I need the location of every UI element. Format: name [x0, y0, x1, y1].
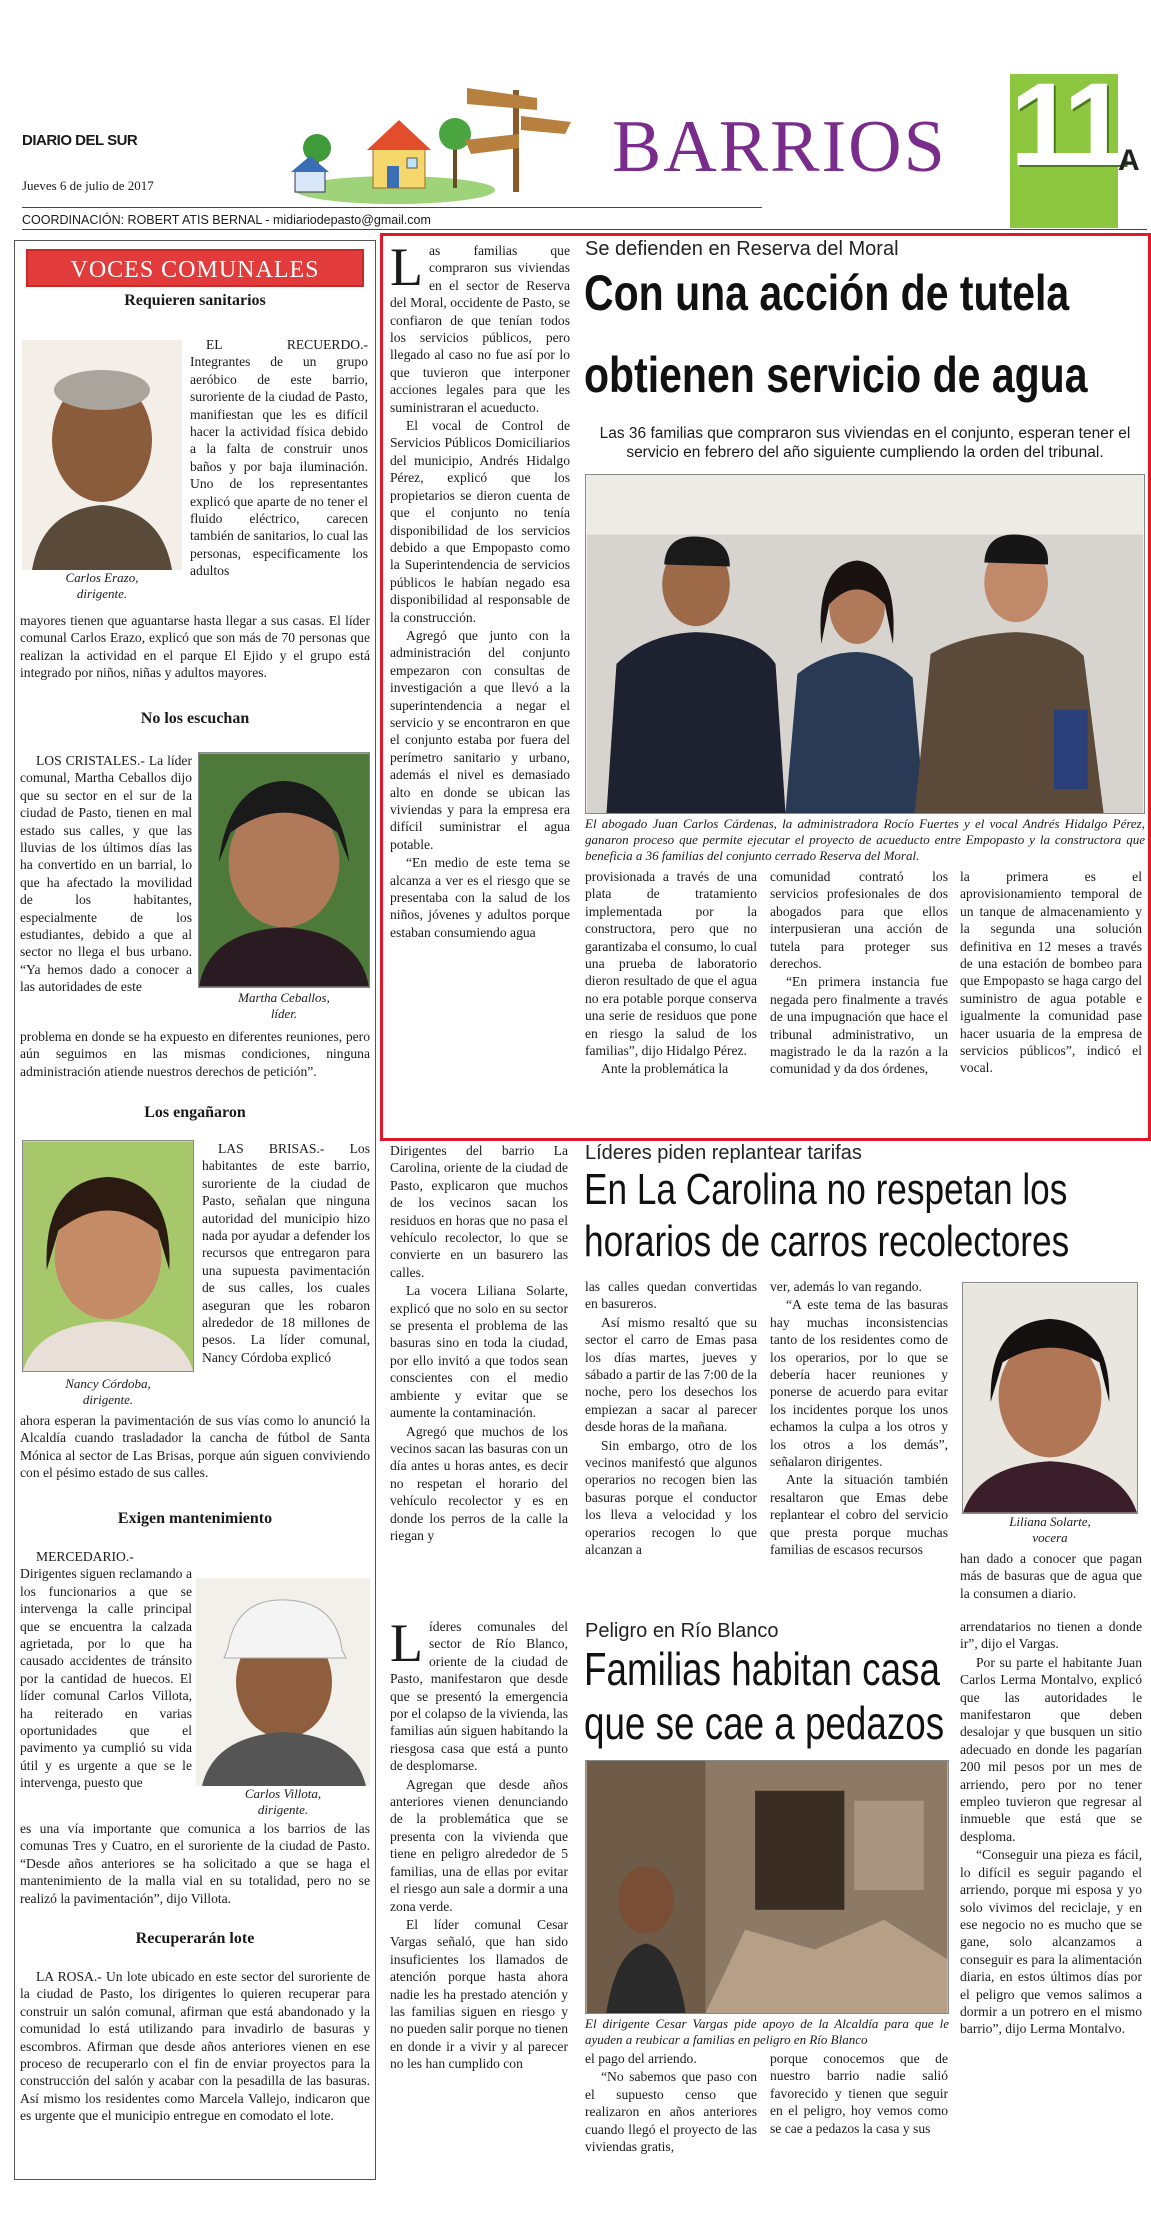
voces-banner: VOCES COMUNALES: [26, 249, 364, 287]
paragraph: mayores tienen que aguantarse hasta llegar a sus casas. El líder comunal Carlos Erazo, explicó que son más de 70 personas que realizan la actividad en el parque El Ejido y el grupo está integrado por niños, niñas y adultos mayores.: [20, 613, 370, 681]
voces-item-title: Los engañaron: [144, 1104, 246, 1121]
paragraph: Ante la problemática la: [601, 1061, 729, 1077]
paragraph: Agregó que junto con la administración del conjunto empezaron con consultas de investigación a que llevó a la superintendencia a negar el servicio y se encontraron en que el conjunto estaba por fuera del perímetro sanitario y urbano, además el nivel es demasiado alto en donde se ubican las viviendas y para la empresa era difícil suministrar el agua potable.: [390, 627, 570, 852]
paragraph: Dirigentes del barrio La Carolina, oriente de la ciudad de Pasto, explicaron que muchos de los vecinos sacan los residuos en horas que no pasa el vehículo recolector, lo que se convierte en un basurero las calles.: [390, 1143, 568, 1280]
paragraph: La vocera Liliana Solarte, explicó que no solo en su sector se presenta el problema de las basuras sino en toda la ciudad, por ello invitó a que todos sean conscientes con el medio ambiente y evitar que se aumente la contaminación.: [390, 1283, 568, 1421]
paragraph: Las familias que compraron sus viviendas en el sector de Reserva del Moral, occidente de Pasto, se confiaron de que tenían todos los servicios públicos, pero llegado al caso no fue así por lo que tuvieron que interponer acciones legales para que les suministraran el acueducto.: [390, 242, 570, 415]
portrait-caption-role: dirigente.: [82, 1392, 134, 1407]
paragraph: El vocal de Control de Servicios Públicos Domiciliarios del municipio, Andrés Hidalgo Pérez, explicó que los propietarios se dieron cuenta de que el conjunto no tenía disponibilidad de los servicios debido a que Empopasto como la Superintendencia de servicios públicos le habían negado esa disponibilidad al responsable de la construcción.: [390, 418, 570, 625]
paragraph: MERCEDARIO.- Dirigentes siguen reclamando a los funcionarios a que se intervenga la calle principal que se encuentra la calzada agrietada, por lo que ha causado accidentes de tránsito por la cantidad de huecos. El líder comunal Carlos Villota, ha reiterado en varias oportunidades que el pavimento ya cumplió su vida útil y es urgente a que se le intervenga, puesto que: [20, 1549, 192, 1791]
tutela-col-1: [390, 242, 570, 1132]
carolina-kicker: Líderes piden replantear tarifas: [585, 1142, 862, 1164]
carolina-col-3: [770, 1278, 948, 1600]
paragraph: Así mismo resaltó que su sector el carro de Emas pasa los días martes, jueves y sábado a partir de las 7:00 de la noche, pero los desechos los empiezan a sacar al parecer desde horas de la mañana.: [585, 1314, 757, 1435]
paragraph: LAS BRISAS.- Los habitantes de este barrio, suroriente de la ciudad de Pasto, señalan que ninguna autoridad del municipio hizo nada por ayudar a defender los recursos que entregaron para una supuesta pavimentación de sus calles, los cuales aseguran que les robaron alrededor de 18 millones de pesos. La líder comunal, Nancy Córdoba explicó: [202, 1141, 370, 1365]
portrait-caption-role: líder.: [270, 1006, 298, 1021]
rioblanco-col-1: [390, 1618, 568, 2180]
village-illustration-icon: [275, 70, 595, 210]
portrait-photo: [22, 340, 182, 570]
coordination-line: COORDINACIÓN: ROBERT ATIS BERNAL - midiariodepasto@gmail.com: [22, 213, 431, 227]
paragraph: LOS CRISTALES.- La líder comunal, Martha Ceballos dijo que su sector en el sur de la ciudad de Pasto, tienen en mal estado sus calles, y que las lluvias de los últimos días las ha convertido en un barrial, lo que ha afectado la movilidad de los habitantes, especialmente de los estudiantes, debido a que al sector no llega el bus urbano. “Ya hemos dado a conocer a las autoridades de este: [20, 753, 192, 995]
tutela-photo-caption: El abogado Juan Carlos Cárdenas, la administradora Rocío Fuertes y el vocal Andrés Hidalgo Pérez, ganaron proceso que permite ejecutar el proyecto de acueducto entre Empopasto y la constructora que beneficia a 36 familias del conjunto cerrado Reserva del Moral.: [585, 816, 1145, 863]
portrait-photo: [198, 752, 370, 988]
portrait-caption-name: Carlos Villota,: [244, 1786, 322, 1801]
paragraph: LA ROSA.- Un lote ubicado en este sector del suroriente de la ciudad de Pasto, los dirigentes lo quieren recuperar para construir un salón comunal, afirman que está abandonado y la comunidad lo está utilizando para invadirlo de basuras y escombros. Afirman que desde años anteriores vienen en ese proceso de recuperarlo con el fin de enviar proyectos para la construcción del salón y acabar con la pesadilla de las basuras. Así mismo los residentes como Marcela Vallejo, indicaron que es urgente que el municipio entregue en comodato el lote.: [20, 1969, 370, 2124]
portrait-caption-name: Carlos Erazo,: [65, 570, 139, 585]
rioblanco-kicker: Peligro en Río Blanco: [585, 1620, 779, 1642]
section-title: BARRIOS: [612, 106, 947, 188]
voces-item-text-full: [20, 1412, 370, 1482]
carolina-col-1: [390, 1142, 568, 1600]
tutela-col-4: [960, 868, 1142, 1134]
portrait-caption-name: Nancy Córdoba,: [65, 1376, 151, 1391]
carolina-col-4: [960, 1550, 1142, 1610]
portrait-photo: [196, 1578, 370, 1786]
portrait-caption-name: Martha Ceballos,: [238, 990, 330, 1005]
paragraph: EL RECUERDO.- Integrantes de un grupo aeróbico de este barrio, suroriente de la ciudad de Pasto, manifiestan que les es difícil hacer la actividad física debido a la falta de construir unos baños y por baja iluminación. Uno de los representantes explicó que aparte de no tener el fluido eléctrico, carecen también de sanitarios, lo cual las personas, especificamente los adultos: [190, 337, 368, 579]
voces-item-title: Recuperarán lote: [135, 1930, 255, 1947]
paragraph: porque conocemos que de nuestro barrio nadie salió favorecido y tienen que seguir en el peligro, hoy vemos como se cae a pedazos la casa y sus: [770, 2051, 948, 2136]
issue-date: Jueves 6 de julio de 2017: [22, 178, 154, 193]
paragraph: ver, además lo van regando.: [770, 1279, 922, 1294]
rioblanco-house-photo: [585, 1760, 949, 2014]
paragraph: Ante la situación también resaltaron que Emas debe replantear el cobro del servicio que presta porque muchas familias de escasos recursos: [770, 1472, 948, 1558]
portrait-caption-name: Liliana Solarte,: [1009, 1514, 1091, 1529]
rioblanco-headline-line-2: que se cae a pedazos: [584, 1697, 945, 1749]
portrait-caption-role: dirigente.: [76, 586, 128, 601]
page-number: 11: [1010, 59, 1123, 191]
paragraph: las calles quedan convertidas en basureros.: [585, 1279, 757, 1312]
paragraph: es una vía importante que comunica a los barrios de las comunas Tres y Cuatro, en el suroriente de la ciudad de Pasto. “Desde años anteriores se ha solicitado a que se haga el mantenimiento de la malla vial en su totalidad, pero no se realizó la pavimentación”, dijo Villota.: [20, 1821, 370, 1906]
rioblanco-col-2: [585, 2050, 757, 2180]
voces-item-text-full: [20, 612, 370, 692]
paragraph: Agregan que desde años anteriores vienen denunciando de la problemática que se presenta con la vivienda que tiene en peligro alrededor de 5 familias, una de ellas por evitar el riesgo aun sale a dormir a una zona verde.: [390, 1776, 568, 1914]
paragraph: “En medio de este tema se alcanza a ver es el riesgo que se presentaba con la salud de los niños, jóvenes y adultos porque estaban consumiendo agua: [390, 855, 570, 940]
paragraph: “A este tema de las basuras hay muchas inconsistencias tanto de los residentes como de los operarios, por lo que se debería hacer reuniones y ponerse de acuerdo para evitar los incidentes porque los unos echamos la culpa a los otros y los otros a los demás”, señalaron dirigentes.: [770, 1297, 948, 1470]
portrait-caption-role: vocera: [1032, 1530, 1068, 1545]
paragraph: han dado a conocer que pagan más de basuras que de agua que la consumen a diario.: [960, 1551, 1142, 1601]
voces-item-text-full: [20, 1820, 370, 1908]
carolina-headline-line-2: horarios de carros recolectores: [584, 1217, 1070, 1266]
paragraph: provisionada a través de una plata de tratamiento implementada por la constructora, pero que no garantizaba el consumo, lo cual una prueba de laboratorio dieron resultado de que el agua no era potable porque conserva una serie de residuos que pone en riesgo la salud de los familias”, dijo Hidalgo Pérez.: [585, 869, 757, 1059]
tutela-col-2: [585, 868, 757, 1134]
paragraph: el pago del arriendo.: [585, 2051, 697, 2066]
portrait-caption-role: dirigente.: [257, 1802, 309, 1817]
header-rule-bottom: [22, 229, 1147, 230]
paragraph: problema en donde se ha expuesto en diferentes reuniones, pero aún seguimos en las mismas condiciones, ninguna administración atiende nuestros derechos de petición”.: [20, 1029, 370, 1079]
voces-item-text-full: [20, 1028, 370, 1094]
paragraph: “En primera instancia fue negada pero finalmente a través de una impugnación que hace el tribunal administrativo, un magistrado le da la razón a la comunidad y da dos órdenes,: [770, 974, 948, 1077]
voces-item-title: Exigen mantenimiento: [117, 1510, 273, 1527]
rioblanco-col-4: [960, 1618, 1142, 2180]
voces-item-text-side: [202, 1140, 370, 1415]
paragraph: Sin embargo, otro de los vecinos manifestó que algunos operarios no recogen bien las basuras porque el conductor los lleva a velocidad y los operarios recogen lo que alcanzan a: [585, 1437, 757, 1558]
tutela-headline-line-1: Con una acción de tutela: [584, 265, 1070, 321]
paragraph: la primera es el aprovisionamiento temporal de un tanque de almacenamiento y la segunda una solución definitiva en 12 meses a través de una estación de bombeo para que Empopasto se haga cargo del suministro de agua potable e igualmente la comunidad pase hacer usuaria de la empresa de servicios públicos”, indicó el vocal.: [960, 869, 1142, 1076]
paragraph: Agregó que muchos de los vecinos sacan las basuras con un día antes u horas antes, es decir no respetan el horario del vehículo recolector y es en donde los perros de la calle la riegan y: [390, 1423, 568, 1543]
paper-name: DIARIO DEL SUR: [22, 132, 138, 149]
paragraph: comunidad contrató los servicios profesionales de dos abogados para que ellos interpusieran una acción de tutela para proteger sus derechos.: [770, 869, 948, 972]
tutela-col-3: [770, 868, 948, 1134]
voces-item-text-side: [190, 336, 368, 646]
carolina-headline-line-1: En La Carolina no respetan los: [584, 1165, 1068, 1214]
rioblanco-headline-line-1: Familias habitan casa: [584, 1643, 940, 1695]
carolina-col-2: [585, 1278, 757, 1600]
paragraph: “Conseguir una pieza es fácil, lo difícil es seguir pagando el arriendo, porque mi esposa y yo solo vivimos del reciclaje, y en ese negocio no es mucho que se gane, solo alcanzamos a conseguir es para la alimentación diaria, en estos últimos días por el peligro que vemos salimos a dormir a un potrero en el mismo barrio”, dijo Lerma Montalvo.: [960, 1847, 1142, 2037]
paragraph: Líderes comunales del sector de Río Blanco, oriente de la ciudad de Pasto, manifestaron que desde que se presentó la emergencia por el colapso de la vivienda, las familias aún siguen habitando la riesgosa casa que está a punto de desplomarse.: [390, 1618, 568, 1774]
portrait-photo: [22, 1140, 194, 1372]
tutela-kicker: Se defienden en Reserva del Moral: [585, 238, 899, 260]
tutela-headline-line-2: obtienen servicio de agua: [584, 347, 1088, 403]
portrait-photo: [962, 1282, 1138, 1514]
tutela-deck: Las 36 familias que compraron sus viviendas en el conjunto, esperan tener el servicio en febrero del año siguiente cumpliendo la orden del tribunal.: [599, 425, 1131, 461]
voces-item-title: Requieren sanitarios: [124, 292, 266, 309]
tutela-group-photo: [585, 474, 1145, 814]
paragraph: arrendatarios no tienen a donde ir”, dijo el Vargas.: [960, 1619, 1142, 1652]
paragraph: “No sabemos que paso con el supuesto censo que realizaron en años anteriores cuando llegó el proyecto de las viviendas gratis,: [585, 2069, 757, 2155]
voces-item-text-full: [20, 1968, 370, 2176]
voces-item-text-side: [20, 1548, 192, 1853]
page-letter: A: [1118, 144, 1140, 177]
paragraph: El líder comunal Cesar Vargas señaló, que han sido insuficientes los llamados de atención porque hasta ahora nadie les ha prestado atención y las familias siguen en riesgo y no pueden salir porque no tienen en donde ir a vivir y al parecer no les han cumplido con: [390, 1916, 568, 2072]
paragraph: Por su parte el habitante Juan Carlos Lerma Montalvo, explicó que las autoridades le manifestaron que deben desalojar y que busquen un sitio adecuado en donde les pagarían 200 mil pesos por un mes de arriendo, pero por no tener empleo tuvieron que regresar al inmueble que está que se desploma.: [960, 1654, 1142, 1844]
voces-item-title: No los escuchan: [140, 710, 250, 727]
rioblanco-col-3: [770, 2050, 948, 2180]
paragraph: ahora esperan la pavimentación de sus vías como lo anunció la Alcaldía cuando trasladador la cancha de fútbol de Santa Mónica al sector de Las Brisas, porque aún siguen conviviendo con el pésimo estado de sus calles.: [20, 1413, 370, 1481]
dropcap: L: [390, 242, 423, 297]
rioblanco-photo-caption: El dirigente Cesar Vargas pide apoyo de la Alcaldía para que le ayuden a reubicar a familias en peligro en Río Blanco: [585, 2016, 949, 2047]
dropcap: L: [390, 1618, 423, 1673]
masthead: [0, 0, 1151, 230]
